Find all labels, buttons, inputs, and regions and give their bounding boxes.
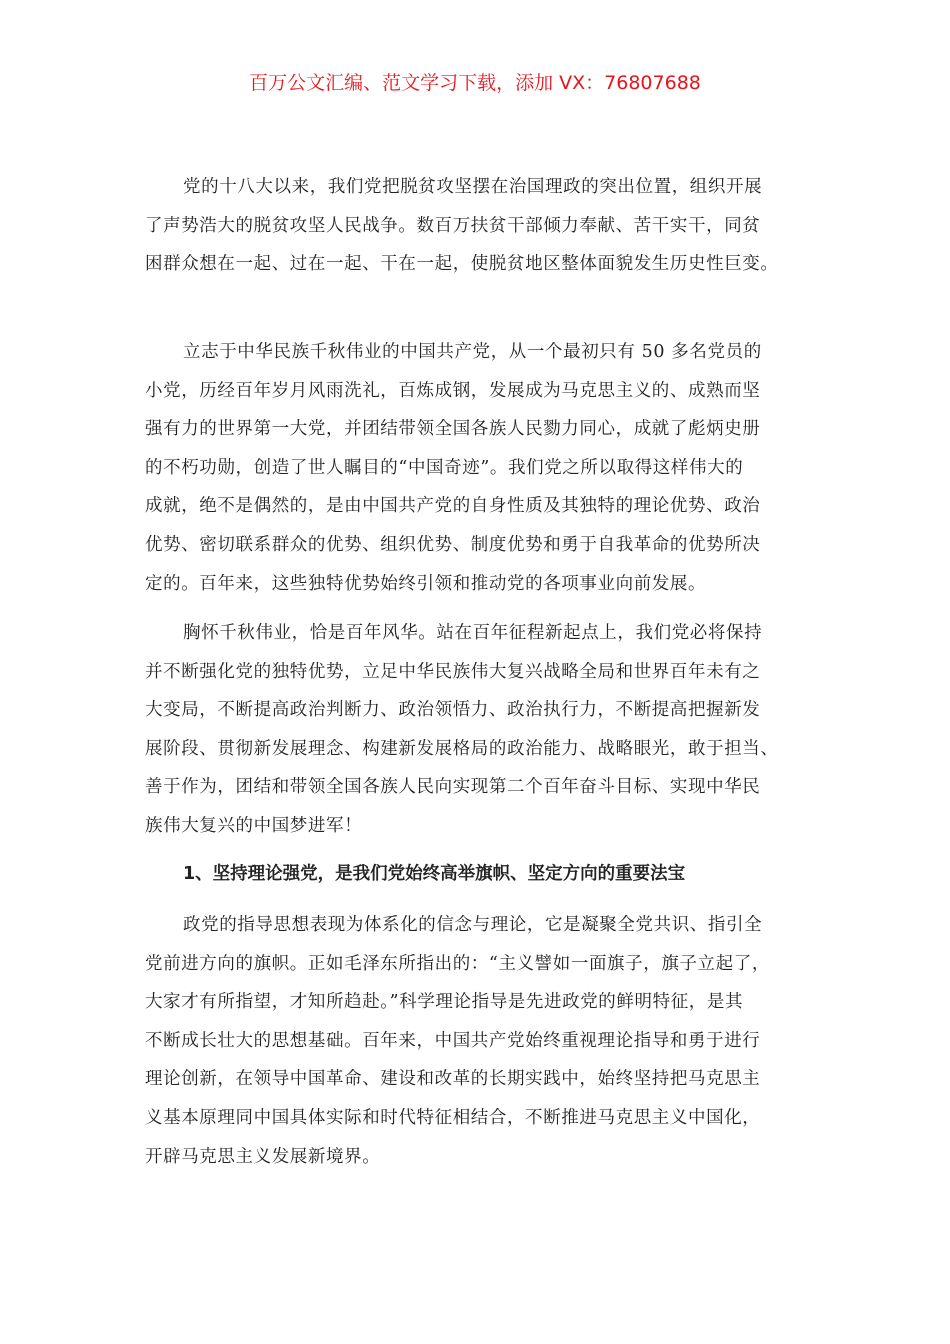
text-line: 善于作为，团结和带领全国各族人民向实现第二个百年奋斗目标、实现中华民: [145, 777, 761, 798]
text-line: 立志于中华民族千秋伟业的中国共产党，从一个最初只有 50 多名党员的: [183, 342, 762, 362]
text-line: 强有力的世界第一大党，并团结带领全国各族人民勠力同心，成就了彪炳史册: [145, 419, 761, 440]
text-line: 成就，绝不是偶然的，是由中国共产党的自身性质及其独特的理论优势、政治: [145, 496, 761, 517]
text-line: 义基本原理同中国具体实际和时代特征相结合，不断推进马克思主义中国化，: [145, 1107, 761, 1128]
text-line: 政党的指导思想表现为体系化的信念与理论，它是凝聚全党共识、指引全: [183, 915, 763, 935]
paragraph-theory: [145, 906, 835, 1176]
text-line: 党前进方向的旗帜。正如毛泽东所指出的：“主义譬如一面旗子，旗子立起了，: [145, 953, 770, 974]
text-line: 胸怀千秋伟业，恰是百年风华。站在百年征程新起点上，我们党必将保持: [183, 623, 763, 643]
text-line: 理论创新，在领导中国革命、建设和改革的长期实践中，始终坚持把马克思主: [145, 1069, 761, 1090]
section-heading: 1、坚持理论强党，是我们党始终高举旗帜、坚定方向的重要法宝: [183, 864, 686, 884]
paragraph-party-history: [145, 333, 835, 603]
text-line: 党的十八大以来，我们党把脱贫攻坚摆在治国理政的突出位置，组织开展: [183, 177, 763, 197]
text-line: 开辟马克思主义发展新境界。: [145, 1146, 381, 1167]
text-line: 并不断强化党的独特优势，立足中华民族伟大复兴战略全局和世界百年未有之: [145, 661, 761, 682]
paragraph-poverty-alleviation: [145, 168, 835, 284]
text-line: 困群众想在一起、过在一起、干在一起，使脱贫地区整体面貌发生历史性巨变。: [145, 254, 779, 275]
text-line: 小党，历经百年岁月风雨洗礼，百炼成钢，发展成为马克思主义的、成熟而坚: [145, 380, 761, 401]
text-line: 大家才有所指望，才知所趋赴。”科学理论指导是先进政党的鲜明特征，是其: [145, 992, 744, 1013]
text-line: 优势、密切联系群众的优势、组织优势、制度优势和勇于自我革命的优势所决: [145, 534, 761, 555]
text-line: 不断成长壮大的思想基础。百年来，中国共产党始终重视理论指导和勇于进行: [145, 1030, 761, 1051]
watermark-banner: 百万公文汇编、范文学习下载，添加 VX：76807688: [249, 72, 701, 94]
text-line: 了声势浩大的脱贫攻坚人民战争。数百万扶贫干部倾力奉献、苦干实干，同贫: [145, 215, 761, 236]
text-line: 大变局，不断提高政治判断力、政治领悟力、政治执行力，不断提高把握新发: [145, 700, 761, 721]
text-line: 定的。百年来，这些独特优势始终引领和推动党的各项事业向前发展。: [145, 573, 707, 594]
text-line: 的不朽功勋，创造了世人瞩目的“中国奇迹”。我们党之所以取得这样伟大的: [145, 457, 744, 478]
text-line: 展阶段、贯彻新发展理念、构建新发展格局的政治能力、战略眼光，敢于担当、: [145, 738, 779, 759]
paragraph-future-goals: [145, 614, 835, 846]
text-line: 族伟大复兴的中国梦进军！: [145, 815, 363, 836]
